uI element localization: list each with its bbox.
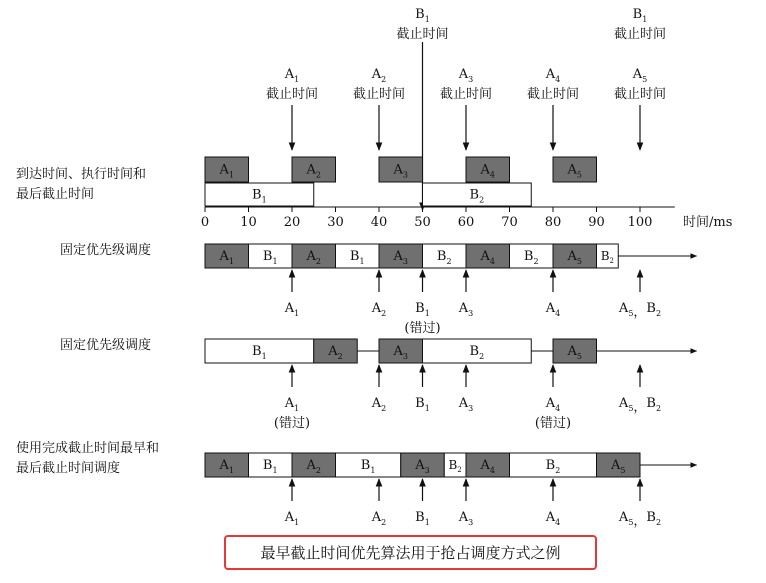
label-subscript: 4 [555, 309, 561, 318]
label-main: B [545, 458, 556, 473]
label-main: A [284, 301, 295, 316]
label-subscript: 1 [424, 518, 430, 527]
label-main: A [458, 67, 469, 82]
deadline-mark-label [415, 301, 430, 318]
deadline-text: 截止时间 [613, 87, 667, 102]
label-main: A [458, 510, 469, 525]
label-subscript: 3 [468, 75, 474, 84]
label-main: A [545, 396, 556, 411]
label-main: A [306, 458, 316, 473]
label-subscript: 3 [468, 518, 474, 527]
label-main: A [219, 458, 229, 473]
label-main: B [262, 458, 273, 473]
label-subscript: 4 [555, 518, 561, 527]
label-subscript: 5 [620, 466, 626, 475]
label-main: A [371, 510, 382, 525]
deadline-task-label [545, 67, 560, 84]
deadline-mark-label [284, 396, 299, 413]
label-subscript: 1 [359, 257, 365, 266]
label-subscript: 5 [642, 75, 648, 84]
deadline-mark-label [371, 510, 386, 527]
label-subscript: 1 [370, 466, 376, 475]
deadline-mark-label [545, 510, 560, 527]
timeline-rows [16, 157, 732, 529]
label-main: B [469, 344, 480, 359]
deadline-mark-label: $A_5$，$B_2$ [618, 510, 662, 529]
missed-note: (错过) [273, 416, 311, 431]
label-subscript: 5 [576, 257, 582, 266]
label-main: A [458, 396, 469, 411]
scale-tick-label: 0 [200, 215, 210, 230]
label-subscript: 4 [489, 170, 495, 180]
label-subscript: 1 [424, 309, 430, 318]
scale-unit: 时间/ms [683, 215, 733, 230]
scale-tick-label: 30 [327, 215, 344, 230]
label-subscript: 2 [446, 257, 452, 266]
label-main: A [371, 396, 382, 411]
label-main: A [371, 301, 382, 316]
deadline-task-label [284, 67, 299, 84]
label-subscript: 2 [457, 466, 462, 474]
label-main: B [415, 396, 425, 411]
label-main: A [306, 249, 316, 264]
label-main: A [415, 458, 425, 473]
row-2 [60, 242, 697, 336]
label-main: A [567, 249, 577, 264]
scale-tick-label: 80 [544, 215, 562, 230]
label-subscript: 2 [479, 352, 485, 361]
caption-box [224, 535, 597, 570]
label-main: A [567, 344, 577, 359]
label-main: B [436, 249, 447, 264]
label-main: A [393, 249, 403, 264]
deadline-task-label [458, 67, 473, 84]
deadline-text: 截止时间 [352, 87, 406, 102]
label-main: A [632, 67, 643, 82]
missed-note: (错过) [534, 416, 572, 431]
label-subscript: 2 [381, 404, 387, 413]
label-subscript: 2 [381, 75, 387, 84]
row-label: 使用完成截止时间最早和 [16, 441, 160, 456]
row-label: 到达时间、执行时间和 [16, 167, 147, 182]
deadline-text: 截止时间 [396, 27, 449, 42]
figure-caption: 最早截止时间优先算法用于抢占调度方式之例 [260, 544, 561, 562]
label-subscript: 3 [468, 309, 474, 318]
row-label: 最后截止时间 [16, 187, 95, 202]
label-main: A [480, 249, 490, 264]
label-main: B [448, 458, 458, 472]
label-subscript: 4 [555, 404, 561, 413]
label-main: A [393, 344, 403, 359]
label-subscript: 2 [315, 257, 321, 266]
deadline-task-label [632, 67, 647, 84]
label-subscript: 4 [555, 75, 561, 84]
row-label: 固定优先级调度 [60, 338, 152, 353]
label-main: B [349, 249, 360, 264]
label-subscript: 1 [424, 404, 430, 413]
scale-tick-label: 40 [370, 215, 388, 230]
row-label: 最后截止时间调度 [16, 461, 121, 476]
scale-tick-label: 70 [501, 215, 518, 230]
label-main: A [284, 67, 295, 82]
label-main: A [545, 67, 556, 82]
missed-note: (错过) [404, 321, 441, 336]
label-main: A [480, 458, 490, 473]
scale-tick-label: 20 [283, 215, 301, 230]
label-main: A [545, 301, 556, 316]
deadline-task-label [415, 7, 430, 24]
label-main: A [458, 301, 469, 316]
label-main: A [328, 344, 338, 359]
scale-tick-label: 60 [457, 215, 475, 230]
label-main: B [262, 249, 273, 264]
label-subscript: 2 [315, 466, 321, 475]
label-subscript: 3 [402, 170, 408, 180]
deadline-text: 截止时间 [439, 87, 493, 102]
deadline-mark-label [284, 301, 299, 318]
label-main: B [360, 458, 371, 473]
label-main: B [415, 510, 425, 525]
label-main: A [371, 67, 382, 82]
deadline-task-label [633, 7, 648, 24]
scale-tick-label: 90 [588, 215, 605, 230]
label-main: B [252, 344, 262, 359]
label-subscript: 4 [489, 257, 495, 266]
deadline-mark-label: $A_5$，$B_2$ [618, 396, 662, 415]
deadline-mark-label [284, 510, 299, 527]
row-3 [60, 337, 697, 431]
label-subscript: 3 [468, 404, 474, 413]
deadline-mark-label [415, 396, 430, 413]
label-main: A [306, 162, 316, 178]
label-main: B [600, 249, 610, 263]
label-main: B [415, 301, 425, 316]
label-subscript: 1 [294, 518, 300, 527]
label-subscript: 1 [294, 309, 300, 318]
label-subscript: 1 [294, 404, 300, 413]
deadline-mark-label [371, 301, 386, 318]
deadline-mark-label [458, 301, 473, 318]
row-4 [16, 440, 697, 529]
label-main: A [219, 249, 229, 264]
label-subscript: 1 [272, 466, 278, 475]
deadline-mark-label [458, 510, 473, 527]
label-main: B [523, 249, 534, 264]
label-subscript: 5 [576, 352, 582, 361]
label-subscript: 4 [489, 466, 495, 475]
scale-tick-label: 50 [414, 215, 431, 230]
label-subscript: 2 [381, 309, 387, 318]
label-subscript: 2 [609, 257, 615, 265]
row-label: 固定优先级调度 [60, 243, 152, 258]
label-subscript: 5 [576, 170, 582, 180]
deadline-text: 截止时间 [526, 87, 580, 102]
label-main: A [545, 510, 556, 525]
label-subscript: 1 [261, 352, 267, 361]
label-main: A [284, 510, 295, 525]
label-subscript: 1 [228, 466, 234, 475]
label-subscript: 2 [381, 518, 387, 527]
deadline-mark-label [545, 301, 560, 318]
scale-tick-label: 10 [240, 215, 257, 230]
label-subscript: 2 [555, 466, 561, 475]
label-main: B [252, 187, 262, 203]
label-subscript: 1 [261, 195, 267, 205]
label-subscript: 2 [315, 170, 321, 180]
deadline-text: 截止时间 [613, 27, 667, 42]
label-main: A [567, 162, 577, 178]
deadline-mark-label [545, 396, 560, 413]
deadline-task-label [371, 67, 386, 84]
label-subscript: 1 [642, 15, 648, 24]
label-subscript: 3 [402, 352, 408, 361]
label-subscript: 1 [424, 15, 430, 24]
label-main: A [611, 458, 621, 473]
deadline-mark-label [415, 510, 430, 527]
label-subscript: 2 [533, 257, 539, 266]
row-1 [16, 157, 732, 230]
label-subscript: 3 [402, 257, 408, 266]
deadline-mark-label [371, 396, 386, 413]
label-main: A [480, 162, 490, 178]
label-main: A [284, 396, 295, 411]
scale-tick-label: 100 [627, 215, 653, 230]
label-subscript: 1 [294, 75, 300, 84]
label-main: B [632, 7, 643, 22]
label-main: A [219, 162, 229, 178]
label-subscript: 2 [479, 195, 485, 205]
label-subscript: 3 [424, 466, 430, 475]
label-main: A [393, 162, 403, 178]
deadline-mark-label [458, 396, 473, 413]
label-subscript: 1 [272, 257, 278, 266]
label-main: B [469, 187, 480, 203]
deadline-mark-label: $A_5$，$B_2$ [618, 301, 662, 320]
label-main: B [415, 7, 425, 22]
deadline-text: 截止时间 [265, 87, 319, 102]
label-subscript: 1 [228, 257, 234, 266]
label-subscript: 2 [337, 352, 343, 361]
label-subscript: 1 [228, 170, 234, 180]
